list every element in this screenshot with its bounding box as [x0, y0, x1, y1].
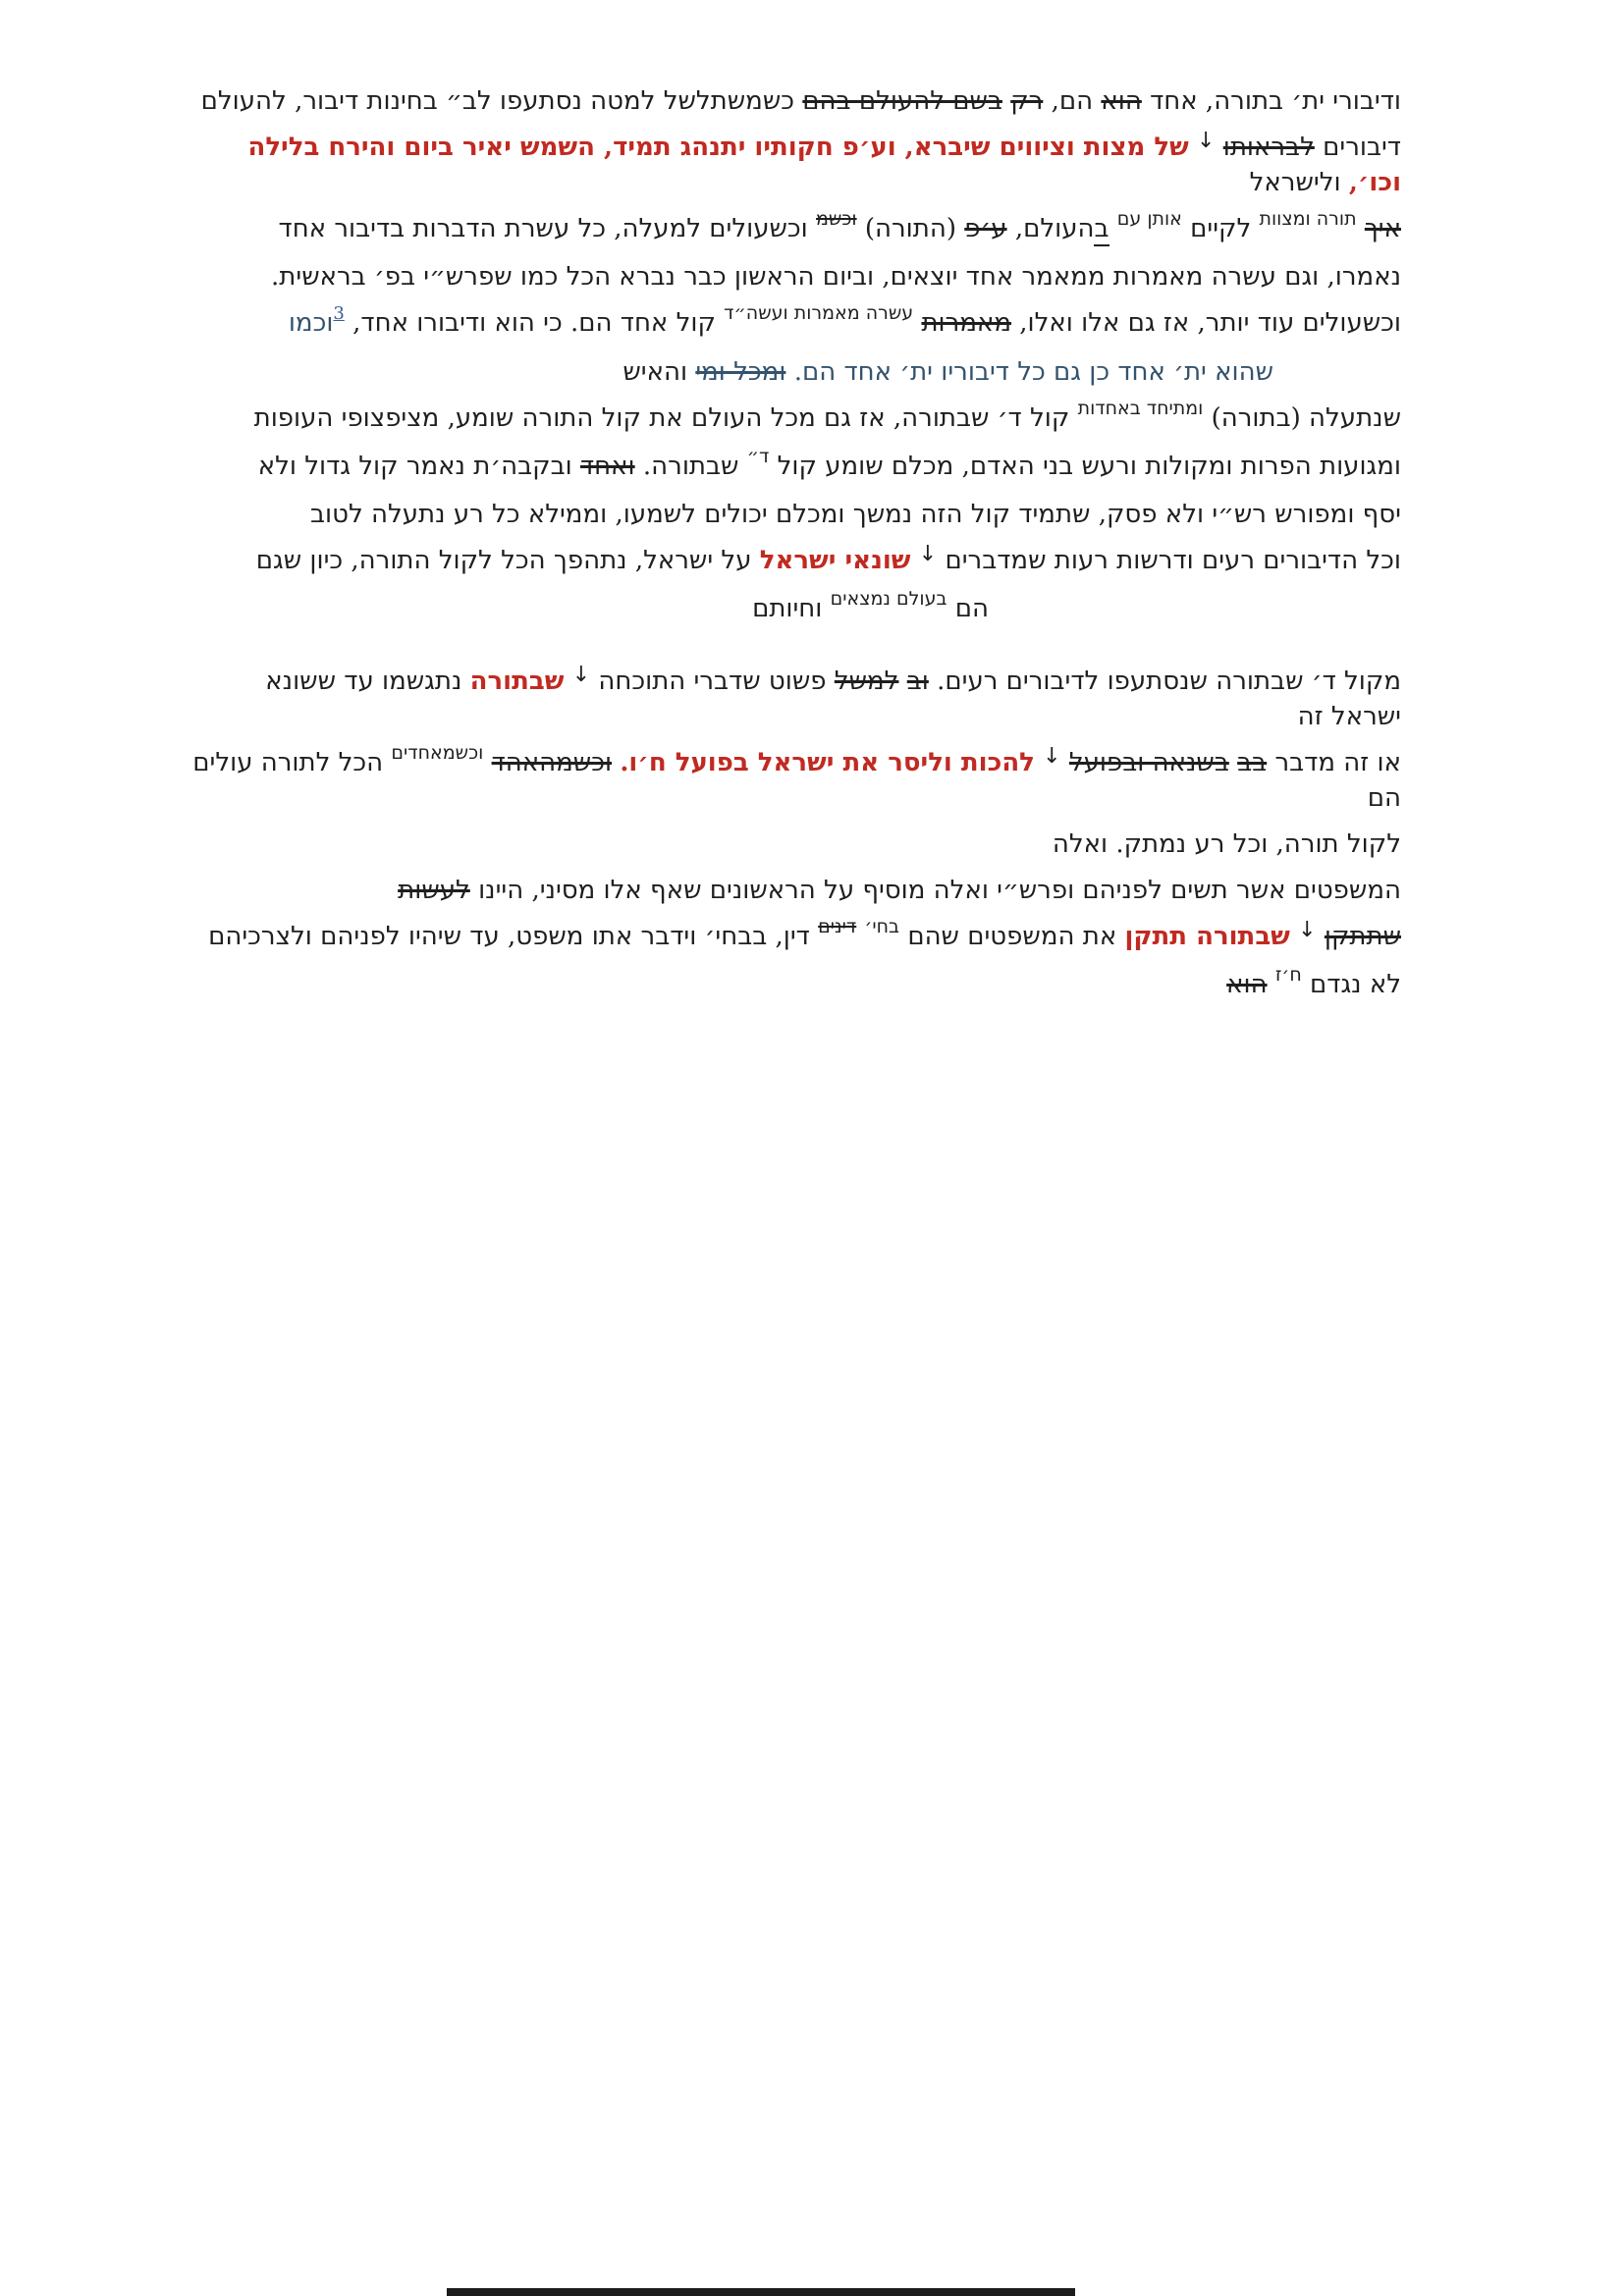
red-insertion: של מצות וציווים שיברא, וע׳פ חקותיו יתנהג תמיד, השמש יאיר ביום והירח בלילה וכו׳, [247, 133, 1401, 197]
text: נאמרו, וגם עשרה מאמרות ממאמר אחד יוצאים, וביום הראשון כבר נברא הכל כמו שפרש״י בפ׳ בראשית. [271, 262, 1401, 292]
line-4 [191, 260, 1401, 294]
inserted-text: ד״ [746, 446, 770, 467]
deleted-text: רק [1010, 86, 1044, 116]
text: הכל לתורה עולים הם [192, 748, 1401, 813]
text: וכשעולים עוד יותר, אז גם אלו ואלו, [1019, 308, 1401, 338]
deleted-text: איך [1364, 214, 1401, 243]
text: שבתורה. [642, 452, 739, 481]
underlined-letter: ב [1094, 214, 1109, 246]
text: דין, בבחי׳ וידבר אתו משפט, עד שיהיו לפניהם ולצרכיהם [208, 922, 810, 951]
text: הם [954, 594, 989, 623]
line-10 [191, 544, 1401, 579]
blue-quote-text: שהוא ית׳ אחד כן גם כל דיבוריו ית׳ אחד הם. [793, 357, 1273, 387]
insertion-arrow-icon: ↓ [571, 663, 591, 687]
line-8 [191, 446, 1401, 485]
deleted-text: בשם להעולם בהם [802, 86, 1002, 116]
deleted-text: הוא [1101, 86, 1142, 116]
insertion-arrow-icon: ↓ [1197, 129, 1216, 153]
red-insertion: שבתורה תתקן [1124, 922, 1290, 951]
insertion-arrow-icon: ↓ [1043, 744, 1061, 769]
text: קול ד׳ שבתורה, אז גם מכל העולם את קול התורה שומע, מציפצופי העופות [253, 403, 1070, 433]
inserted-text: בחי׳ [864, 916, 900, 937]
inserted-text: ומתיחד באחדות [1077, 398, 1204, 419]
line-5 [191, 302, 1401, 343]
line-9 [191, 498, 1401, 531]
deleted-text: לעשות [398, 876, 470, 905]
deleted-text: בשנאה ובפועל [1068, 748, 1229, 777]
text: המשפטים אשר תשים לפניהם ופרש״י ואלה מוסיף על הראשונים שאף אלו מסיני, היינו [478, 876, 1401, 905]
line-3 [191, 208, 1401, 247]
footnote-marker: 3 [333, 303, 345, 324]
text: וחיותם [752, 594, 823, 623]
text: ודיבורי ית׳ בתורה, אחד [1150, 86, 1401, 116]
line-13 [191, 742, 1401, 815]
text: לקול תורה, וכל רע נמתק. ואלה [1052, 829, 1401, 859]
line-17 [191, 964, 1401, 1003]
insertion-arrow-icon: ↓ [1298, 918, 1317, 942]
text: (התורה) [864, 214, 956, 243]
text: לא נגדם [1310, 970, 1401, 999]
text: הם, [1051, 86, 1094, 116]
text: וכל הדיבורים רעים ודרשות רעות שמדברים [945, 546, 1401, 575]
line-12 [191, 665, 1401, 733]
deleted-text: וכשמהאהד [491, 748, 613, 777]
text: יסף ומפורש רש״י ולא פסק, שתמיד קול הזה נמשך ומכלם יכולים לשמעו, וממילא כל רע נתעלה לטוב [310, 500, 1401, 529]
deleted-text: לבראותו [1222, 133, 1315, 162]
inserted-text: עשרה מאמרות ועשה״ד [724, 302, 914, 324]
text: והאיש [622, 357, 688, 387]
line-6 [191, 355, 1273, 389]
deleted-text: בב [1237, 748, 1268, 777]
deleted-text: וב [906, 667, 929, 696]
text: ומגועות הפרות ומקולות ורעש בני האדם, מכלם שומע קול [777, 452, 1401, 481]
blue-quote-text: וכמו [288, 308, 334, 338]
text: שנתעלה (בתורה) [1211, 403, 1401, 433]
text: ובקבה׳ת נאמר קול גדול ולא [257, 452, 572, 481]
deleted-text: הוא [1226, 970, 1268, 999]
manuscript-text [191, 84, 1401, 1016]
red-insertion: שונאי ישראל [759, 546, 911, 575]
deleted-text: ע׳פ [964, 214, 1007, 243]
line-7 [191, 398, 1401, 437]
line-15 [191, 874, 1401, 907]
deleted-insertion: וכשמ [816, 208, 857, 230]
text: העולם, [1014, 214, 1095, 243]
inserted-text: וכשמאחדים [391, 742, 484, 764]
text: ולישראל [1249, 168, 1341, 197]
text: וכשעולים למעלה, כל עשרת הדברות בדיבור אחד [278, 214, 808, 243]
inserted-text: תורה ומצוות [1259, 208, 1357, 230]
line-11 [191, 588, 989, 627]
red-insertion: להכות וליסר את ישראל בפועל ח׳ו. [620, 748, 1035, 777]
insertion-arrow-icon: ↓ [918, 542, 938, 566]
text: קול אחד הם. כי הוא ודיבורו אחד, [352, 308, 716, 338]
deleted-insertion: דינים [818, 916, 857, 937]
line-14 [191, 828, 1401, 861]
deleted-text: למשל [834, 667, 899, 696]
text: את המשפטים שהם [907, 922, 1117, 951]
deleted-text: מאמרות [921, 308, 1012, 338]
scan-artifact-bar [447, 2288, 1075, 2296]
deleted-blue-text: ומכל ומי [695, 357, 786, 387]
text: לקיים [1190, 214, 1252, 243]
text: על ישראל, נתהפך הכל לקול התורה, כיון שגם [255, 546, 752, 575]
inserted-text: ח׳ז [1274, 964, 1302, 986]
deleted-text: ואחד [579, 452, 635, 481]
text: נתגשמו עד ששונא ישראל זה [265, 667, 1401, 731]
inserted-text: בעולם נמצאים [830, 588, 947, 610]
red-insertion: שבתורה [469, 667, 565, 696]
text: או זה מדבר [1274, 748, 1401, 777]
text: דיבורים [1323, 133, 1401, 162]
text: פשוט שדברי התוכחה [598, 667, 827, 696]
line-1 [191, 84, 1401, 118]
inserted-text: אותן עם [1116, 208, 1182, 230]
text: מקול ד׳ שבתורה שנסתעפו לדיבורים רעים. [937, 667, 1401, 696]
line-2 [191, 131, 1401, 199]
deleted-text: שתתקן [1324, 922, 1401, 951]
text: כשמשתלשל למטה נסתעפו לב״ בחינות דיבור, להעולם [200, 86, 795, 116]
line-16 [191, 916, 1401, 955]
